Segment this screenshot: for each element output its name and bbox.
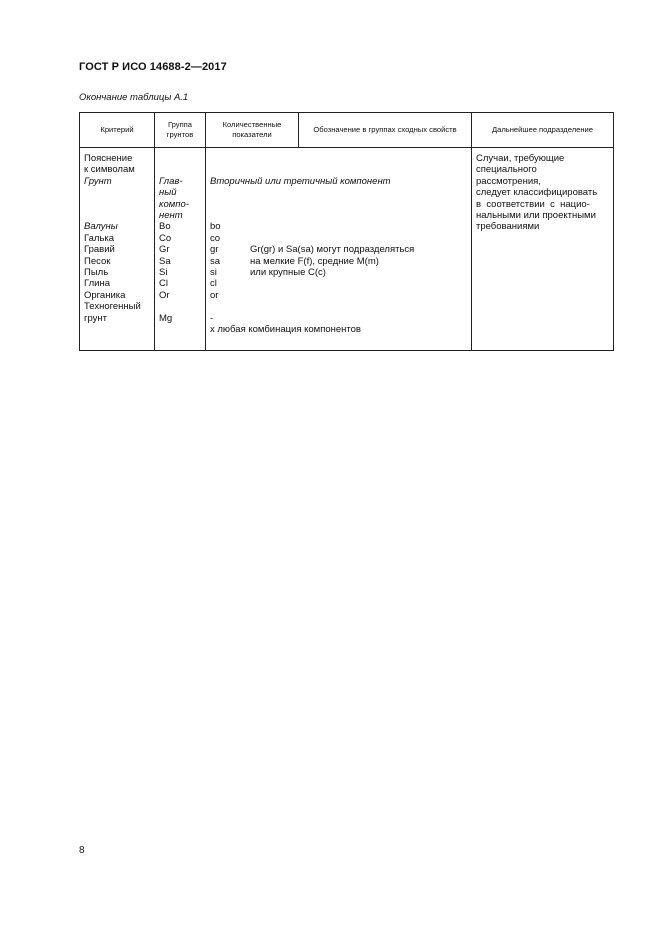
group-symbol-or: Or: [159, 289, 170, 301]
group-symbol-gr: Gr: [159, 244, 170, 256]
header-designation: Обозначение в группах сходных свойств: [299, 113, 472, 148]
group-symbol-mg: Mg: [159, 312, 173, 324]
further-text-7: требованиями: [476, 221, 540, 233]
secondary-symbol-bo: bo: [210, 221, 221, 233]
further-text-2: специального: [476, 164, 537, 176]
combination-note: х любая комбинация компонентов: [210, 324, 361, 335]
table-row: [80, 148, 614, 351]
secondary-row-si: [210, 267, 467, 278]
criterion-silt: Пыль: [84, 267, 109, 279]
secondary-symbol-cl: cl: [210, 278, 217, 290]
criterion-clay: Глина: [84, 278, 110, 290]
subdivision-note-1: Gr(gr) и Sa(sa) могут подразделяться: [250, 244, 415, 256]
criterion-soil: Грунт: [84, 175, 112, 187]
header-further-subdivision: Дальнейшее подразделение: [472, 113, 614, 148]
criterion-cobbles: Галька: [84, 232, 115, 244]
secondary-component-cell: [206, 148, 472, 351]
further-subdivision-cell: [472, 148, 614, 351]
secondary-symbol-co: co: [210, 232, 221, 244]
criterion-organic: Органика: [84, 289, 126, 301]
further-text-6: нальными или проектными: [476, 210, 596, 222]
secondary-symbol-si: si: [210, 266, 217, 278]
criterion-explanation-2: к символам: [84, 164, 135, 176]
main-component-label: Глав-: [159, 175, 183, 187]
table-caption: Окончание таблицы А.1: [79, 92, 189, 103]
header-quantitative: Количественные показатели: [206, 113, 299, 148]
subdivision-note-2: на мелкие F(f), средние M(m): [250, 255, 379, 267]
main-component-label-2: ный: [159, 187, 177, 199]
secondary-symbol-mg: -: [210, 312, 214, 324]
secondary-row-cl: [210, 278, 467, 289]
header-soil-group: Группа грунтов: [155, 113, 206, 148]
secondary-row-sa: [210, 256, 467, 267]
further-text-1: Случаи, требующие: [476, 153, 565, 164]
document-title: ГОСТ Р ИСО 14688-2—2017: [79, 61, 227, 73]
group-symbol-si: Si: [159, 267, 168, 279]
criterion-explanation: Пояснение: [84, 153, 133, 164]
further-text-5: в соответствии с нацио-: [476, 198, 590, 210]
main-component-label-4: нент: [159, 210, 183, 221]
secondary-symbol-sa: sa: [210, 255, 221, 267]
secondary-row-bo: [210, 221, 467, 232]
secondary-symbol-or: or: [210, 289, 219, 301]
secondary-row-mg: [210, 313, 467, 324]
criterion-boulders: Валуны: [84, 221, 118, 233]
criterion-sand: Песок: [84, 255, 111, 267]
criterion-made-ground: Техногенный: [84, 301, 141, 313]
further-text-4: следует классифицировать: [476, 187, 598, 199]
criteria-cell: [80, 148, 155, 351]
group-cell: [155, 148, 206, 351]
secondary-symbol-gr: gr: [210, 244, 219, 256]
table-header-row: [80, 113, 614, 148]
group-symbol-cl: Cl: [159, 278, 168, 290]
secondary-component-title: Вторичный или третичный компонент: [210, 175, 391, 187]
group-symbol-co: Co: [159, 232, 172, 244]
header-criterion: Критерий: [80, 113, 155, 148]
criterion-gravel: Гравий: [84, 244, 115, 256]
secondary-row-co: [210, 233, 467, 244]
classification-table: [79, 112, 614, 351]
page-number: 8: [79, 845, 85, 856]
subdivision-note-3: или крупные C(c): [250, 266, 326, 278]
main-component-label-3: компо-: [159, 198, 189, 210]
secondary-row-gr: [210, 244, 467, 255]
further-text-3: рассмотрения,: [476, 175, 541, 187]
group-symbol-bo: Bo: [159, 221, 171, 233]
criterion-made-ground-2: грунт: [84, 312, 107, 324]
group-symbol-sa: Sa: [159, 255, 171, 267]
secondary-row-or: [210, 290, 467, 301]
